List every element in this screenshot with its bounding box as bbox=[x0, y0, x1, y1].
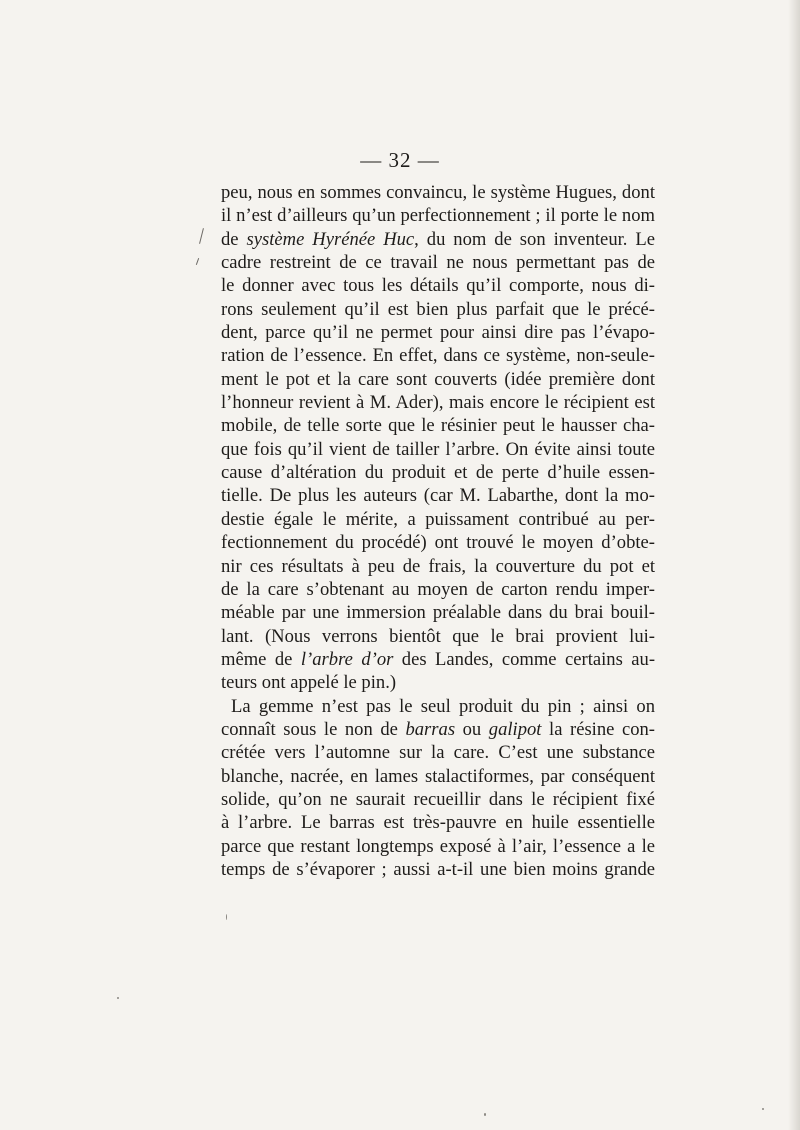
text-line bbox=[221, 484, 655, 507]
text-segment: destie égale le mérite, a puissament contribué au per- bbox=[221, 508, 655, 530]
text-line bbox=[221, 625, 655, 648]
body-text bbox=[221, 181, 655, 881]
text-line bbox=[221, 251, 655, 274]
text-line bbox=[221, 344, 655, 367]
text-segment: teurs ont appelé le pin.) bbox=[221, 672, 397, 694]
text-line bbox=[221, 461, 655, 484]
text-segment: cadre restreint de ce travail ne nous permettant pas de bbox=[221, 252, 655, 274]
text-segment: solide, qu’on ne saurait recueillir dans le récipient fixé bbox=[221, 788, 655, 810]
text-line bbox=[221, 391, 655, 414]
italic-term: système Hyrénée Huc bbox=[246, 228, 415, 250]
text-line bbox=[221, 695, 655, 718]
text-segment: la résine con- bbox=[541, 718, 655, 740]
page-number: — 32 — bbox=[360, 148, 440, 172]
text-line bbox=[221, 531, 655, 554]
text-line bbox=[221, 555, 655, 578]
text-line bbox=[221, 835, 655, 858]
text-segment: mobile, de telle sorte que le résinier peut le hausser cha- bbox=[221, 415, 655, 437]
text-segment: parce que restant longtemps exposé à l’air, l’essence a le bbox=[221, 835, 655, 857]
paper-speck bbox=[117, 997, 119, 999]
paper-speck bbox=[484, 1113, 486, 1116]
text-segment: le donner avec tous les détails qu’il comporte, nous di- bbox=[221, 275, 655, 297]
text-line bbox=[221, 181, 655, 204]
text-segment: que fois qu’il vient de tailler l’arbre. On évite ainsi toute bbox=[221, 438, 655, 460]
text-segment: cause d’altération du produit et de perte d’huile essen- bbox=[221, 462, 655, 484]
text-line bbox=[221, 648, 655, 671]
italic-term: barras bbox=[405, 718, 456, 740]
text-line bbox=[221, 765, 655, 788]
text-segment: crétée vers l’automne sur la care. C’est une substance bbox=[221, 742, 655, 764]
text-segment: temps de s’évaporer ; aussi a-t-il une bien moins grande bbox=[221, 858, 655, 880]
text-line bbox=[221, 438, 655, 461]
text-segment: il n’est d’ailleurs qu’un perfectionnement ; il porte le nom bbox=[221, 205, 655, 227]
text-line bbox=[221, 601, 655, 624]
text-segment: La gemme n’est pas le seul produit du pin ; ainsi on bbox=[231, 695, 655, 717]
text-line bbox=[221, 321, 655, 344]
text-line bbox=[221, 788, 655, 811]
text-segment: fectionnement du procédé) ont trouvé le moyen d’obte- bbox=[221, 532, 655, 554]
text-segment: méable par une immersion préalable dans du brai bouil- bbox=[221, 602, 655, 624]
text-line bbox=[221, 811, 655, 834]
text-line bbox=[221, 274, 655, 297]
text-line bbox=[221, 858, 655, 881]
text-segment: de bbox=[221, 228, 247, 250]
italic-term: galipot bbox=[488, 718, 542, 740]
text-segment: l’honneur revient à M. Ader), mais encore le récipient est bbox=[221, 392, 655, 414]
margin-mark bbox=[196, 258, 199, 265]
text-line bbox=[221, 368, 655, 391]
text-segment: même de bbox=[221, 648, 301, 670]
text-line bbox=[221, 204, 655, 227]
text-line bbox=[221, 671, 655, 694]
margin-mark bbox=[199, 228, 204, 244]
text-segment: blanche, nacrée, en lames stalactiformes, par conséquent bbox=[221, 765, 655, 787]
text-segment: lant. (Nous verrons bientôt que le brai provient lui- bbox=[221, 625, 655, 647]
paper-speck bbox=[762, 1108, 764, 1110]
text-segment: peu, nous en sommes convaincu, le système Hugues, dont bbox=[221, 182, 655, 203]
text-segment: ration de l’essence. En effet, dans ce système, non-seule- bbox=[221, 345, 655, 367]
paper-speck bbox=[226, 914, 227, 920]
text-line bbox=[221, 578, 655, 601]
text-segment: ou bbox=[455, 718, 489, 740]
text-segment: tielle. De plus les auteurs (car M. Labarthe, dont la mo- bbox=[221, 485, 655, 507]
text-segment: , du nom de son inventeur. Le bbox=[414, 228, 655, 250]
text-segment: ment le pot et la care sont couverts (idée première dont bbox=[221, 368, 655, 390]
text-segment: rons seulement qu’il est bien plus parfait que le précé- bbox=[221, 298, 655, 320]
text-segment: dent, parce qu’il ne permet pour ainsi dire pas l’évapo- bbox=[221, 322, 655, 344]
italic-term: l’arbre d’or bbox=[300, 648, 394, 670]
text-line bbox=[221, 228, 655, 251]
text-line bbox=[221, 718, 655, 741]
text-segment: nir ces résultats à peu de frais, la couverture du pot et bbox=[221, 555, 655, 577]
text-line bbox=[221, 414, 655, 437]
text-line bbox=[221, 298, 655, 321]
text-line bbox=[221, 508, 655, 531]
text-line bbox=[221, 741, 655, 764]
text-segment: à l’arbre. Le barras est très-pauvre en huile essentielle bbox=[221, 812, 655, 834]
text-segment: de la care s’obtenant au moyen de carton rendu imper- bbox=[221, 578, 655, 600]
text-segment: connaît sous le non de bbox=[221, 718, 406, 740]
text-segment: des Landes, comme certains au- bbox=[393, 648, 656, 670]
